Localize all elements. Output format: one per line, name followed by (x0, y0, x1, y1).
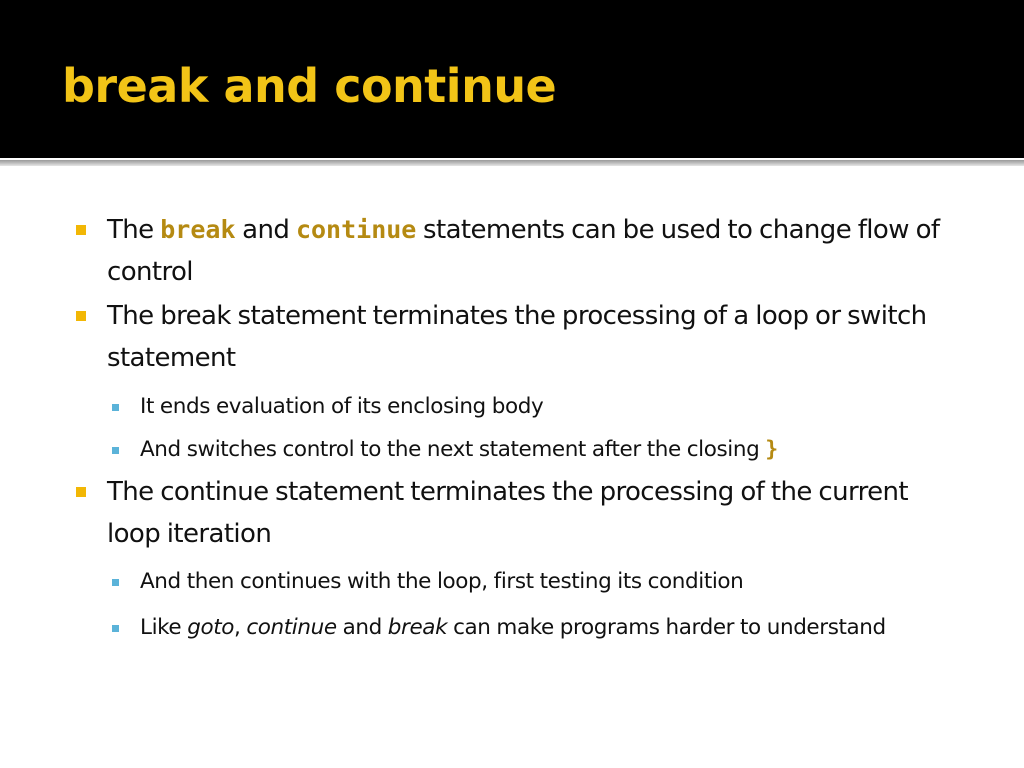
title-bar (0, 0, 1024, 158)
sub-bullet-text: , (234, 615, 247, 640)
italic-break: break (387, 615, 448, 640)
bullet-text: The continue statement terminates the processing of the current loop iteration (107, 477, 909, 549)
small-square-bullet-icon (112, 579, 119, 586)
bullet-text: The break statement terminates the processing of a loop or switch statement (107, 301, 927, 373)
bullet-text: and (235, 215, 296, 245)
italic-goto: goto (187, 615, 234, 640)
sub-bullet-text: And switches control to the next statement after the closing (140, 437, 766, 462)
small-square-bullet-icon (112, 625, 119, 632)
sub-bullet-text: Like (140, 615, 188, 640)
sub-bullet-testing-condition (140, 564, 960, 600)
square-bullet-icon (76, 225, 86, 235)
code-continue: continue (295, 215, 417, 244)
sub-bullet-enclosing-body (140, 389, 960, 425)
sub-bullet-text: And then continues with the loop, first testing its condition (140, 569, 744, 594)
sub-bullet-text: and (336, 615, 388, 640)
sub-bullet-text: It ends evaluation of its enclosing body (140, 394, 544, 419)
italic-continue: continue (246, 615, 337, 640)
small-square-bullet-icon (112, 447, 119, 454)
bullet-text: statements can be used to change flow of control (107, 215, 940, 287)
slide-title: break and continue (62, 59, 557, 113)
sub-bullet-goto-comparison (140, 610, 960, 646)
square-bullet-icon (76, 487, 86, 497)
sub-bullet-closing-brace (140, 432, 960, 468)
square-bullet-icon (76, 311, 86, 321)
code-closing-brace: } (765, 437, 778, 462)
sub-bullet-text: can make programs harder to understand (447, 615, 886, 640)
bullet-continue-statement (107, 471, 967, 555)
small-square-bullet-icon (112, 404, 119, 411)
bullet-break-statement (107, 295, 967, 379)
code-break: break (160, 215, 236, 244)
title-divider (0, 158, 1024, 166)
bullet-break-continue-intro (107, 209, 967, 293)
bullet-text: The (107, 215, 161, 245)
